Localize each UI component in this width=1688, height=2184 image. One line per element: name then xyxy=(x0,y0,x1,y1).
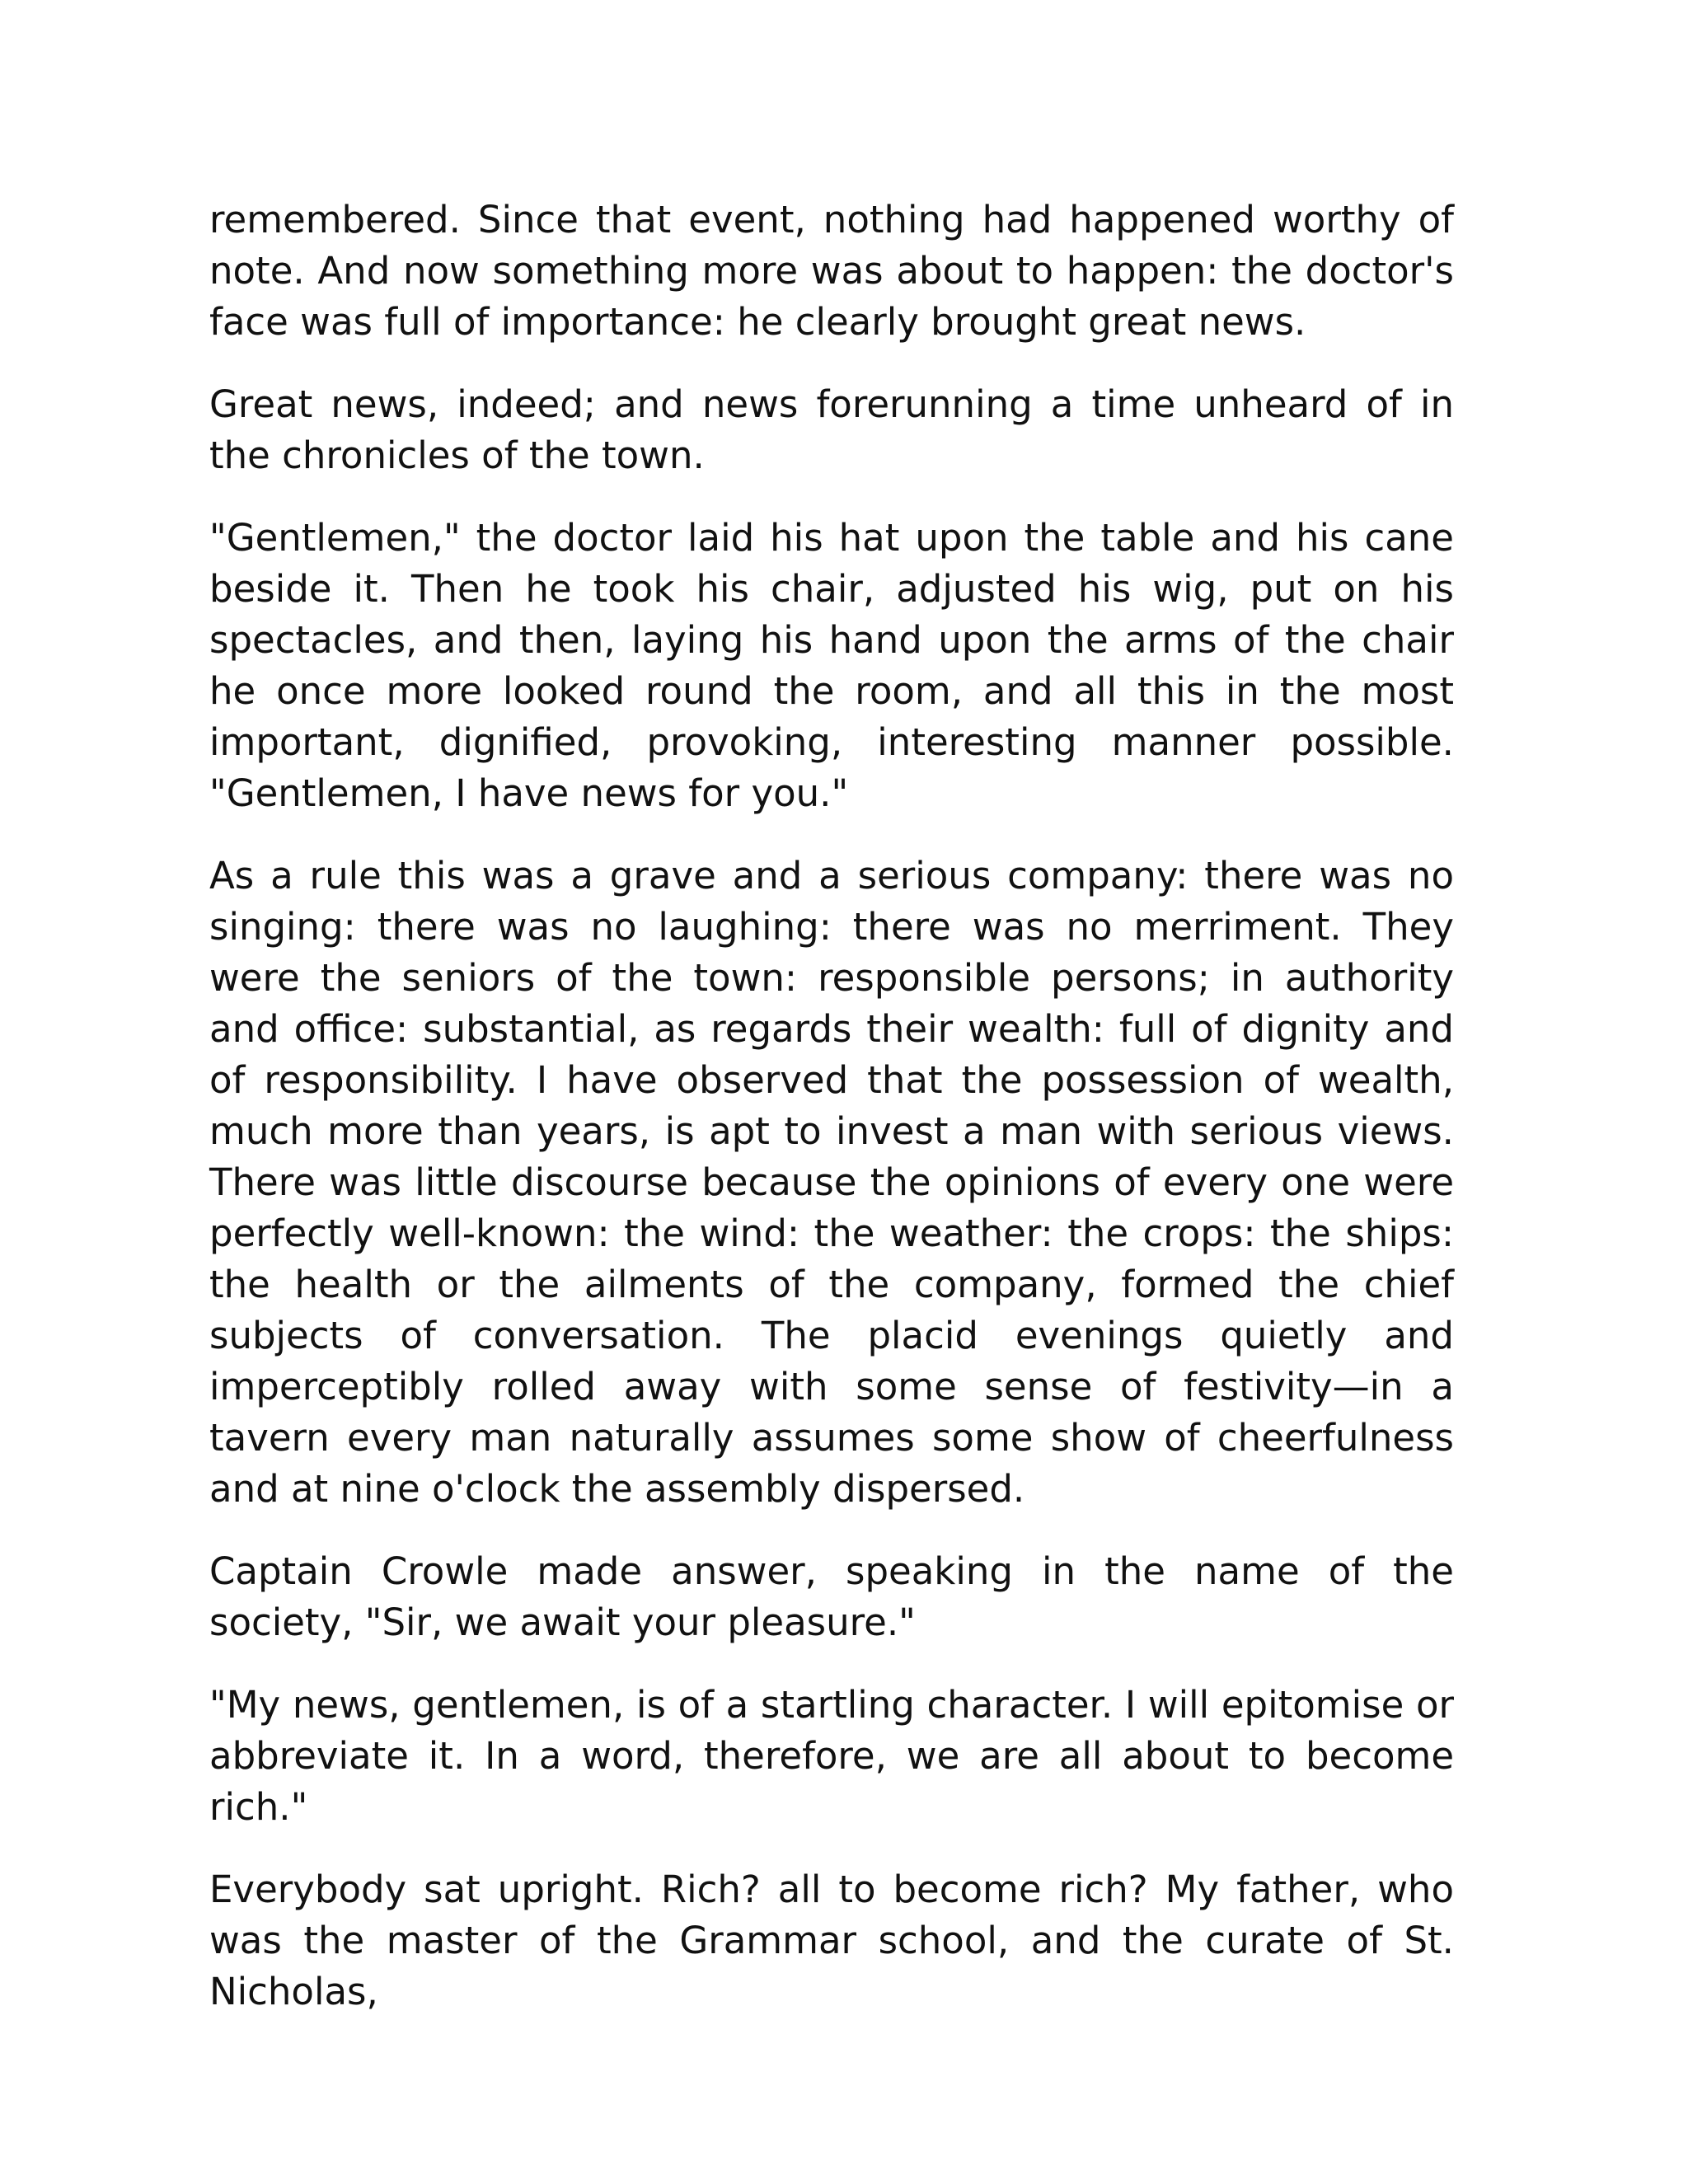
paragraph-5: Captain Crowle made answer, speaking in the name of the society, "Sir, we await your pleasure." xyxy=(209,1549,1454,1644)
paragraph-6: "My news, gentlemen, is of a startling character. I will epitomise or abbreviate it. In a word, therefore, we are all about to become rich." xyxy=(209,1683,1454,1829)
paragraph-1: remembered. Since that event, nothing had happened worthy of note. And now something more was about to happen: the doctor's face was full of importance: he clearly brought great news. xyxy=(209,198,1454,344)
paragraph-7: Everybody sat upright. Rich? all to become rich? My father, who was the master of the Grammar school, and the curate of St. Nicholas, xyxy=(209,1868,1454,2013)
paragraph-3: "Gentlemen," the doctor laid his hat upon the table and his cane beside it. Then he took his chair, adjusted his wig, put on his spectacles, and then, laying his hand upon the arms of the chair he once more looked round the room, and all this in the most important, dignified, provoking, interesting manner possible. "Gentlemen, I have news for you." xyxy=(209,516,1454,815)
paragraph-2: Great news, indeed; and news forerunning a time unheard of in the chronicles of the town. xyxy=(209,382,1454,477)
document-page xyxy=(209,194,1454,2018)
paragraph-4: As a rule this was a grave and a serious company: there was no singing: there was no laughing: there was no merriment. They were the seniors of the town: responsible persons; in authority and office: substantial, as regards their wealth: full of dignity and of responsibility. I have observed that the possession of wealth, much more than years, is apt to invest a man with serious views. There was little discourse because the opinions of every one were perfectly well-known: the wind: the weather: the crops: the ships: the health or the ailments of the company, formed the chief subjects of conversation. The placid evenings quietly and imperceptibly rolled away with some sense of festivity—in a tavern every man naturally assumes some show of cheerfulness and at nine o'clock the assembly dispersed. xyxy=(209,854,1454,1511)
